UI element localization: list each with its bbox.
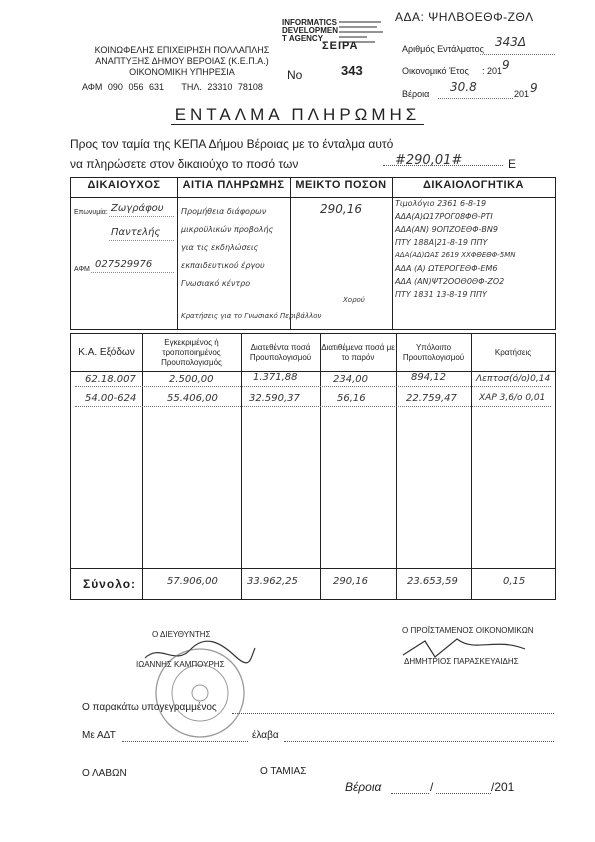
col-header-remaining: Υπόλοιπο Προυπολογισμού (402, 342, 465, 362)
row-committed: 1.371,88 (253, 372, 298, 383)
fiscal-year-label: Οικονομικό Έτος (402, 66, 469, 76)
row-deductions: Λεπτοσ(ό/ο)0,14 (476, 374, 551, 384)
finance-title: Ο ΠΡΟΪΣΤΑΜΕΝΟΣ ΟΙΚΟΝΟΜΙΚΩΝ (402, 626, 534, 635)
date-year-prefix: 201 (514, 89, 530, 99)
number-value: 343 (341, 63, 363, 78)
number-label: No (287, 68, 303, 82)
total-current: 290,16 (333, 576, 368, 587)
footer-year: /201 (491, 780, 515, 794)
org-line: ΑΝΑΠΤΥΞΗΣ ΔΗΜΟΥ ΒΕΡΟΙΑΣ (Κ.Ε.Π.Α.) (95, 56, 269, 66)
stamp-line: T AGENCY (282, 34, 324, 43)
date-value: 30.8 (450, 80, 477, 94)
row-approved: 55.406,00 (167, 393, 218, 404)
reason-line: Γνωσιακό κέντρο (181, 279, 251, 288)
row-current: 234,00 (333, 374, 368, 385)
amount-value: #290,01# (395, 153, 463, 168)
row-committed: 32.590,37 (249, 393, 300, 404)
afm-label: ΑΦΜ (74, 266, 90, 273)
org-line: ΟΙΚΟΝΟΜΙΚΗ ΥΠΗΡΕΣΙΑ (129, 67, 235, 77)
doc-line: ΠΤΥ 188Α|21-8-19 ΠΠΥ (395, 238, 488, 247)
col-header-committed: Διατεθέντα ποσά Προυπολογισμού (249, 342, 312, 362)
doc-line: ΑΔΑ(Α)Ω17ΡΟΓ08ΦΘ-ΡΤΙ (395, 212, 493, 221)
footer-elava: έλαβα (252, 730, 279, 741)
col-header-code: Κ.Α. Εξόδων (78, 346, 135, 358)
footer-month-dots (436, 782, 491, 794)
header-supporting-docs: ΔΙΚΑΙΟΛΟΓΗΤΙΚΑ (423, 179, 524, 191)
footer-day-dots (391, 782, 429, 794)
order-number-value: 343Δ (495, 35, 527, 49)
row-approved: 2.500,00 (169, 374, 214, 385)
date-year-value: 9 (530, 81, 538, 95)
stamp-line: DEVELOPMEN (282, 26, 339, 35)
reason-line: μικροϋλικών προβολής (181, 225, 274, 234)
fiscal-year-prefix: : 201 (482, 66, 503, 76)
eponymia-label: Επωνυμία: (74, 209, 108, 216)
footer-receiver: Ο ΛΑΒΩΝ (82, 768, 127, 779)
afm-value: 027529976 (95, 259, 153, 270)
row-deductions: ΧΑΡ 3,6/ο 0,01 (479, 393, 546, 403)
row-remaining: 22.759,47 (406, 393, 457, 404)
reason-line: Χορού (343, 296, 365, 304)
org-afm: ΑΦΜ 090 056 631 (82, 82, 164, 92)
doc-line: ΑΔΑ (ΑΝ)ΨΤ2ΟΟΘ0ΘΦ-ΖΟ2 (395, 277, 505, 286)
doc-line: ΑΔΑ(ΑΔ)ΩΑΣ 2619 ΧΧΦΘΕΘΦ-5ΜΝ (395, 251, 516, 259)
footer-adt-dots (122, 733, 248, 742)
row-remaining: 894,12 (411, 372, 446, 383)
total-label: Σύνολο: (83, 577, 137, 591)
director-name: ΙΩΑΝΝΗΣ ΚΑΜΠΟΥΡΗΣ (136, 660, 225, 669)
footer-line-1: Ο παρακάτω υπογεγραμμένος (82, 702, 217, 713)
header-beneficiary: ΔΙΚΑΙΟΥΧΟΣ (87, 179, 161, 191)
organization-block (72, 45, 292, 78)
org-phone: ΤΗΛ. 23310 78108 (181, 82, 263, 92)
header-payment-reason: ΑΙΤΙΑ ΠΛΗΡΩΜΗΣ (182, 179, 285, 191)
row-code: 62.18.007 (85, 374, 136, 385)
budget-table (70, 333, 556, 600)
doc-line: Τιμολόγιο 2361 6-8-19 (395, 199, 487, 208)
fiscal-year-value: 9 (502, 58, 510, 72)
reason-line: Προμήθεια διάφορων (181, 207, 267, 216)
veroia-date-label: Βέροια (402, 89, 430, 99)
org-line: ΚΟΙΝΩΦΕΛΗΣ ΕΠΙΧΕΙΡΗΣΗ ΠΟΛΛΑΠΛΗΣ (94, 45, 270, 55)
total-committed: 33.962,25 (247, 576, 298, 587)
eponymia-value: Ζωγράφου (111, 203, 164, 214)
order-number-label: Αριθμός Εντάλματος (402, 44, 484, 54)
doc-line: ΠΤΥ 1831 13-8-19 ΠΠΥ (395, 290, 487, 299)
eponymia-value-2: Παντελής (111, 227, 161, 238)
row-current: 56,16 (337, 393, 366, 404)
doc-line: ΑΔΑ (Α) ΩΤΕΡΟΓΕΘΦ-ΕΜ6 (395, 264, 498, 273)
document-title (0, 105, 595, 125)
intro-line-1: Προς τον ταμία της ΚΕΠΑ Δήμου Βέροιας με το ένταλμα αυτό (70, 137, 394, 151)
footer-adt: Με ΑΔΤ (82, 730, 116, 741)
footer-line-1-dots (232, 705, 554, 714)
reason-line: εκπαιδευτικού έργου (181, 261, 265, 270)
footer-cashier: Ο ΤΑΜΙΑΣ (260, 766, 307, 777)
beneficiary-table (70, 177, 556, 330)
total-approved: 57.906,00 (167, 576, 218, 587)
gross-amount-value: 290,16 (320, 202, 362, 216)
org-contact (82, 82, 275, 92)
footer-elava-dots (284, 733, 554, 742)
header-gross-amount: ΜΕΙΚΤΟ ΠΟΣΟΝ (295, 179, 387, 191)
director-title: Ο ΔΙΕΥΘΥΝΤΗΣ (152, 630, 211, 639)
doc-line: ΑΔΑ(ΑΝ) 9ΟΠΖΟΕΘΦ-ΒΝ9 (395, 225, 498, 234)
finance-name: ΔΗΜΗΤΡΙΟΣ ΠΑΡΑΣΚΕΥΑΙΔΗΣ (404, 657, 519, 666)
reason-extra: Κρατήσεις για το Γνωσιακό Περιβάλλον (181, 312, 322, 320)
footer-place: Βέροια (345, 780, 382, 794)
stamp-line: INFORMATICS (282, 18, 337, 27)
col-header-deductions: Κρατήσεις (494, 347, 532, 357)
intro-line-2: να πληρώσετε στον δικαιούχο το ποσό των (70, 157, 299, 171)
ada-code: ΑΔΑ: ΨΗΛΒΟΕΘΦ-ΖΘΛ (395, 10, 534, 24)
document-title-text: ΕΝΤΑΛΜΑ ΠΛΗΡΩΜΗΣ (171, 105, 425, 125)
total-remaining: 23.653,59 (407, 576, 458, 587)
currency-label: Ε (508, 157, 517, 171)
col-header-approved: Εγκεκριμένος ή τροποποιημένος Προυπολογισμός (161, 337, 222, 367)
total-deductions: 0,15 (503, 576, 526, 587)
official-seal-graphic (152, 645, 248, 741)
row-code: 54.00-624 (85, 393, 137, 404)
reason-line: για τις εκδηλώσεις (181, 243, 259, 252)
col-header-current: Διατιθέμενα ποσά με το παρόν (321, 342, 395, 362)
footer-slash: / (430, 780, 434, 794)
series-label: ΣΕΙΡΑ (322, 40, 359, 52)
